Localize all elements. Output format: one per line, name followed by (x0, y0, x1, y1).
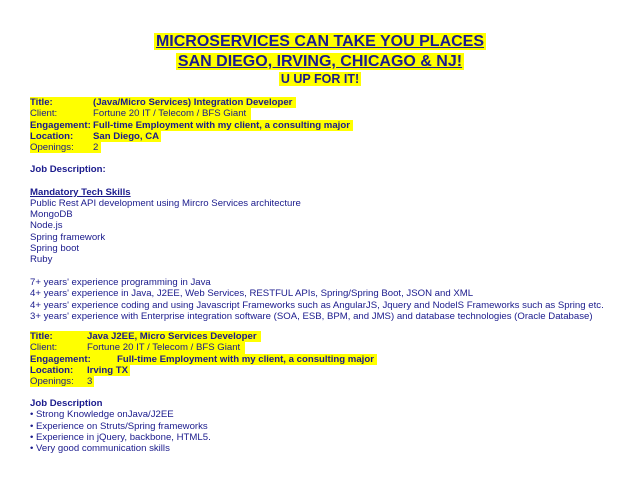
job2-openings-label: Openings: (30, 376, 74, 388)
skill-item: Ruby (30, 254, 53, 266)
skill-item: Node.js (30, 220, 63, 232)
job1-title-value: (Java/Micro Services) Integration Developer (93, 97, 293, 108)
job1-engagement-value: Full-time Employment with my client, a consulting major (93, 119, 350, 131)
mandatory-skills-heading: Mandatory Tech Skills (30, 186, 131, 198)
bullet-item: • Experience in jQuery, backbone, HTML5. (30, 431, 211, 443)
job2-openings-row (30, 376, 377, 387)
job1-openings-label: Openings: (30, 142, 74, 154)
job1-location-label: Location: (30, 130, 74, 142)
job2-description (30, 398, 211, 454)
job2-location-label: Location: (30, 364, 74, 376)
job2-engagement-value: Full-time Employment with my client, a consulting major (117, 353, 374, 365)
job1-description (30, 164, 604, 322)
experience-item: 7+ years' experience programming in Java (30, 276, 211, 288)
job1-location-row (30, 131, 353, 142)
job1-details (30, 97, 353, 153)
job2-details (30, 331, 377, 387)
job2-title-label: Title: (30, 331, 53, 342)
job2-openings-value: 3 (87, 376, 93, 388)
headline-line-2: SAN DIEGO, IRVING, CHICAGO & NJ! (177, 53, 463, 70)
job2-engagement-row (30, 354, 377, 365)
bullet-item: • Very good communication skills (30, 443, 170, 455)
headline-line-3: U UP FOR IT! (280, 72, 360, 86)
bullet-item: • Strong Knowledge onJava/J2EE (30, 409, 174, 421)
job1-client-label: Client: (30, 108, 58, 120)
job1-title-row (30, 97, 353, 108)
skill-item: Public Rest API development using Mircro Services architecture (30, 197, 301, 209)
job1-engagement-row (30, 120, 353, 131)
job2-client-value: Fortune 20 IT / Telecom / BFS Giant (87, 342, 241, 354)
job1-description-heading: Job Description: (30, 164, 106, 175)
job1-client-value: Fortune 20 IT / Telecom / BFS Giant (93, 108, 247, 120)
job2-client-row (30, 342, 377, 353)
job2-location-row (30, 365, 377, 376)
job1-openings-value: 2 (93, 142, 99, 154)
job1-openings-row (30, 142, 353, 153)
headline-line-1: MICROSERVICES CAN TAKE YOU PLACES (155, 33, 485, 50)
skill-item: Spring boot (30, 243, 80, 255)
skill-item: Spring framework (30, 231, 106, 243)
experience-item: 3+ years' experience with Enterprise integration software (SOA, ESB, BPM, and JMS) and database technologies (Oracle Database) (30, 310, 593, 322)
job2-title-row (30, 331, 377, 342)
job2-title-value: Java J2EE, Micro Services Developer (87, 331, 257, 342)
job2-location-value: Irving TX (87, 364, 129, 376)
job2-engagement-label: Engagement: (30, 353, 91, 365)
job2-client-label: Client: (30, 342, 58, 354)
job1-engagement-label: Engagement: (30, 119, 91, 131)
experience-item: 4+ years' experience coding and using Javascript Frameworks such as AngularJS, Jquery and NodelS Frameworks such as Spring etc. (30, 299, 604, 311)
job1-title-label: Title: (30, 97, 53, 108)
job2-description-heading: Job Description (30, 398, 103, 409)
bullet-item: • Experience on Struts/Spring frameworks (30, 420, 208, 432)
skill-item: MongoDB (30, 209, 73, 221)
job1-location-value: San Diego, CA (93, 130, 160, 142)
job1-client-row (30, 108, 353, 119)
experience-item: 4+ years' experience in Java, J2EE, Web Services, RESTFUL APIs, Spring/Spring Boot, JSON and XML (30, 288, 474, 300)
